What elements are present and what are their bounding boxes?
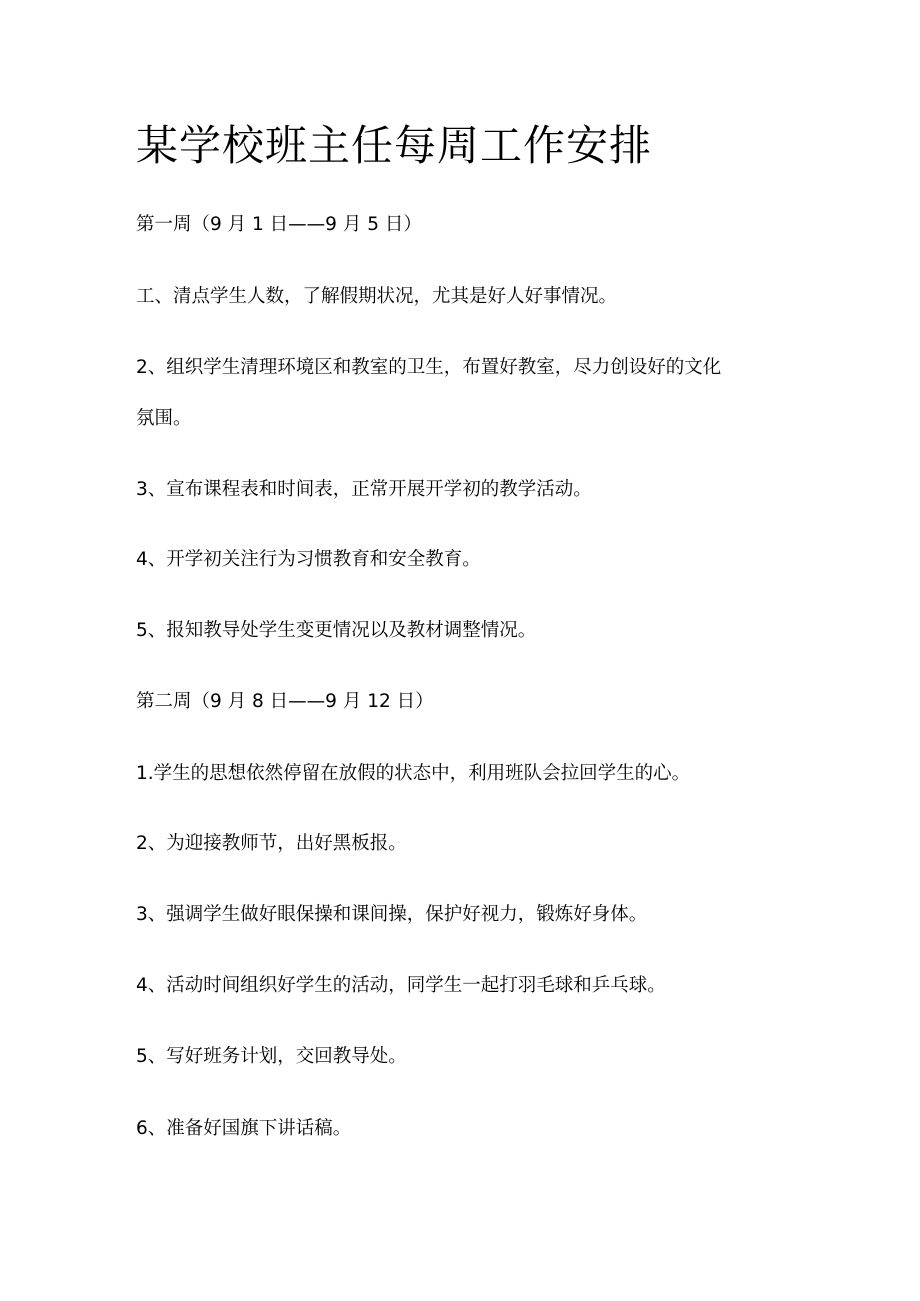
week1-item-1: 工、清点学生人数，了解假期状况，尤其是好人好事情况。 [136,286,618,307]
week1-item-4: 4、开学初关注行为习惯教育和安全教育。 [136,549,481,570]
week2-item-3: 3、强调学生做好眼保操和课间操，保护好视力，锻炼好身体。 [136,904,648,925]
week1-item-5: 5、报知教导处学生变更情况以及教材调整情况。 [136,620,537,641]
week2-item-5: 5、写好班务计划，交回教导处。 [136,1046,407,1067]
week2-item-4: 4、活动时间组织好学生的活动，同学生一起打羽毛球和乒乓球。 [136,975,666,996]
week2-item-6: 6、准备好国旗下讲话稿。 [136,1118,352,1139]
week1-item-2-continued: 氛围。 [136,408,192,429]
week1-heading: 第一周（9 月 1 日——9 月 5 日） [136,214,422,235]
week1-item-2: 2、组织学生清理环境区和教室的卫生，布置好教室，尽力创设好的文化 [136,357,722,378]
document-title: 某学校班主任每周工作安排 [136,121,653,170]
week2-item-2: 2、为迎接教师节，出好黑板报。 [136,833,407,854]
week2-heading: 第二周（9 月 8 日——9 月 12 日） [136,691,434,712]
week1-item-3: 3、宣布课程表和时间表，正常开展开学初的教学活动。 [136,479,592,500]
week2-item-1: 1.学生的思想依然停留在放假的状态中，利用班队会拉回学生的心。 [136,763,691,784]
